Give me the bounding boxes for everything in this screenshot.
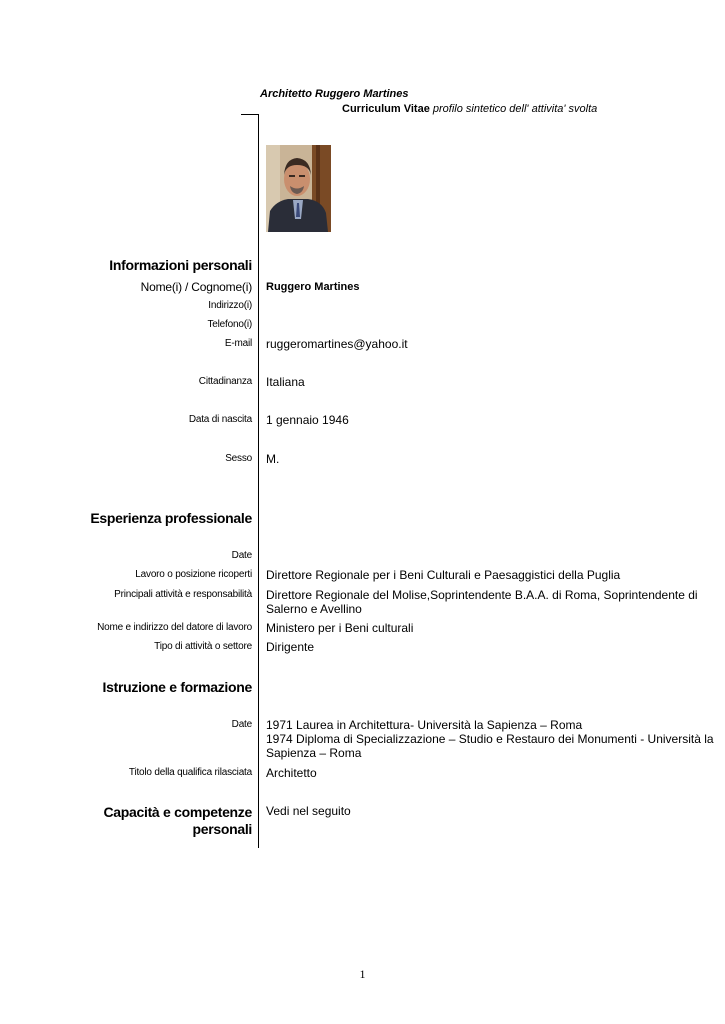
label-qualification: Titolo della qualifica rilasciata: [128, 767, 252, 778]
label-education-dates: Date: [231, 719, 252, 730]
value-education-line-1: 1971 Laurea in Architettura- Università la Sapienza – Roma: [266, 718, 583, 732]
value-qualification: Architetto: [266, 766, 317, 780]
page-number: 1: [359, 967, 366, 981]
value-sex: M.: [266, 452, 280, 466]
section-title-skills: Capacità e competenze personali: [103, 804, 252, 837]
label-sector: Tipo di attività o settore: [154, 641, 252, 652]
label-phone: Telefono(i): [207, 319, 252, 330]
label-responsibilities: Principali attività e responsabilità: [114, 589, 252, 600]
label-address: Indirizzo(i): [208, 300, 252, 311]
value-education-line-2: 1974 Diploma di Specializzazione – Studio e Restauro dei Monumenti - Università la Sapienza – Roma: [266, 732, 714, 760]
value-employer: Ministero per i Beni culturali: [266, 621, 414, 635]
document-subtitle: [342, 103, 597, 115]
section-title-education: Istruzione e formazione: [102, 679, 252, 695]
value-email: ruggeromartines@yahoo.it: [266, 337, 408, 351]
document-author-name: Architetto Ruggero Martines: [260, 88, 409, 100]
value-skills: Vedi nel seguito: [266, 804, 351, 818]
label-name: Nome(i) / Cognome(i): [140, 280, 252, 294]
label-birth-date: Data di nascita: [188, 414, 252, 425]
label-position: Lavoro o posizione ricoperti: [135, 569, 252, 580]
value-citizenship: Italiana: [266, 375, 305, 389]
section-title-experience: Esperienza professionale: [90, 510, 252, 526]
label-employer: Nome e indirizzo del datore di lavoro: [97, 622, 252, 633]
header-rule: [241, 114, 259, 115]
value-sector: Dirigente: [266, 640, 315, 654]
column-divider: [258, 114, 259, 848]
portrait-photo-icon: [266, 145, 331, 232]
value-name: Ruggero Martines: [266, 281, 360, 293]
value-position: Direttore Regionale per i Beni Culturali e Paesaggistici della Puglia: [266, 568, 621, 582]
portrait-photo: [266, 145, 331, 232]
value-birth-date: 1 gennaio 1946: [266, 413, 349, 427]
section-title-personal: Informazioni personali: [109, 257, 252, 273]
value-responsibilities: Direttore Regionale del Molise,Soprintendente B.A.A. di Roma, Soprintendente di Salerno e Avellino: [266, 588, 698, 616]
label-experience-dates: Date: [231, 550, 252, 561]
label-sex: Sesso: [225, 453, 252, 464]
label-citizenship: Cittadinanza: [198, 376, 252, 387]
label-email: E-mail: [224, 338, 252, 349]
cv-subtitle: profilo sintetico dell' attivita' svolta: [429, 103, 598, 115]
cv-title: Curriculum Vitae: [342, 103, 430, 115]
